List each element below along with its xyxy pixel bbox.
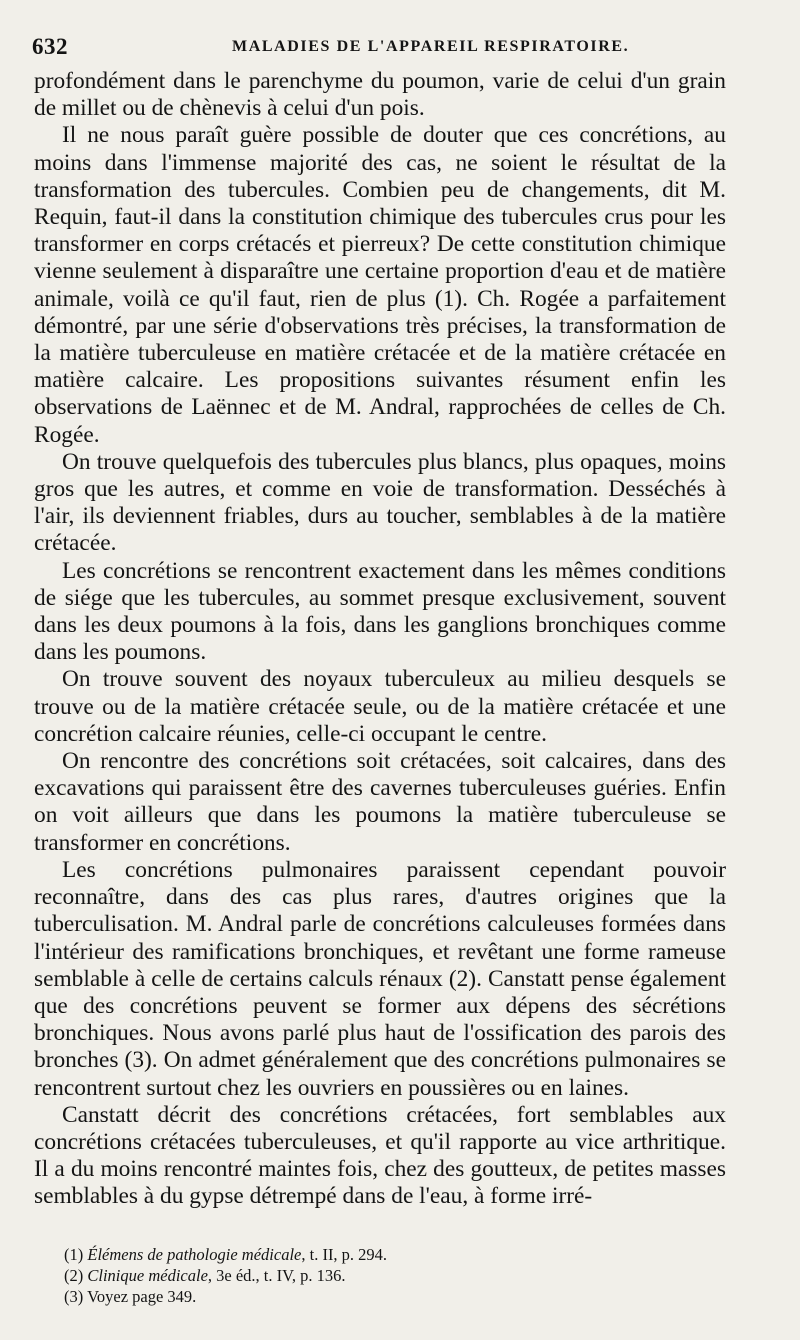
footnote-marker: (3) — [64, 1287, 84, 1306]
body-text — [34, 68, 726, 1211]
paragraph: profondément dans le parenchyme du poumon, varie de celui d'un grain de millet ou de chènevis à celui d'un pois. — [34, 68, 726, 122]
paragraph: On rencontre des concrétions soit crétacées, soit calcaires, dans des excavations qui paraissent être des cavernes tuberculeuses guéries. Enfin on voit ailleurs que dans les poumons la matière tuberculeuse se transformer en concrétions. — [34, 748, 726, 856]
footnote-marker: (1) — [64, 1245, 84, 1264]
footnote — [64, 1265, 744, 1286]
footnote-title: Clinique médicale — [87, 1266, 208, 1285]
footnote-marker: (2) — [64, 1266, 84, 1285]
paragraph: Les concrétions pulmonaires paraissent cependant pouvoir reconnaître, dans des cas plus rares, d'autres origines que la tuberculisation. M. Andral parle de concrétions calculeuses formées dans l'intérieur des ramifications bronchiques, et revêtant une forme rameuse semblable à celle de certains calculs rénaux (2). Canstatt pense également que des concrétions peuvent se former aux dépens des sécrétions bronchiques. Nous avons parlé plus haut de l'ossification des parois des bronches (3). On admet généralement que des concrétions pulmonaires se rencontrent surtout chez les ouvriers en poussières ou en laines. — [34, 856, 726, 1101]
paragraph: Canstatt décrit des concrétions crétacées, fort semblables aux concrétions crétacées tuberculeuses, et qu'il rapporte au vice arthritique. Il a du moins rencontré maintes fois, chez des goutteux, de petites masses semblables à du gypse détrempé dans de l'eau, à forme irré- — [34, 1101, 726, 1210]
footnotes — [64, 1244, 744, 1307]
paragraph: Les concrétions se rencontrent exactement dans les mêmes conditions de siége que les tubercules, au sommet presque exclusivement, souvent dans les deux poumons à la fois, dans les ganglions bronchiques comme dans les poumons. — [34, 557, 726, 666]
paragraph: Il ne nous paraît guère possible de douter que ces concrétions, au moins dans l'immense majorité des cas, ne soient le résultat de la transformation des tubercules. Combien peu de changements, dit M. Requin, faut-il dans la constitution chimique des tubercules crus pour les transformer en corps crétacés et pierreux? De cette constitution chimique vienne seulement à disparaître une certaine proportion d'eau et de matière animale, voilà ce qu'il faut, rien de plus (1). Ch. Rogée a parfaitement démontré, par une série d'observations très précises, la transformation de la matière tuberculeuse en matière crétacée et de la matière crétacée en matière calcaire. Les propositions suivantes résument enfin les observations de Laënnec et de M. Andral, rapprochées de celles de Ch. Rogée. — [34, 122, 726, 448]
paragraph: On trouve quelquefois des tubercules plus blancs, plus opaques, moins gros que les autres, et comme en voie de transformation. Desséchés à l'air, ils deviennent friables, durs au toucher, semblables à de la matière crétacée. — [34, 448, 726, 557]
footnote-ref: , t. II, p. 294. — [301, 1245, 388, 1264]
footnote — [64, 1244, 744, 1265]
page-number: 632 — [32, 34, 68, 59]
paragraph: On trouve souvent des noyaux tuberculeux au milieu desquels se trouve ou de la matière crétacée seule, ou de la matière crétacée et une concrétion calcaire réunies, celle-ci occupant le centre. — [34, 666, 726, 747]
footnote-ref: Voyez page 349. — [87, 1287, 197, 1306]
page-header — [32, 34, 770, 60]
running-title: MALADIES DE L'APPAREIL RESPIRATOIRE. — [232, 38, 630, 55]
footnote — [64, 1286, 744, 1307]
footnote-ref: , 3e éd., t. IV, p. 136. — [207, 1266, 346, 1285]
footnote-title: Élémens de pathologie médicale — [87, 1245, 302, 1264]
